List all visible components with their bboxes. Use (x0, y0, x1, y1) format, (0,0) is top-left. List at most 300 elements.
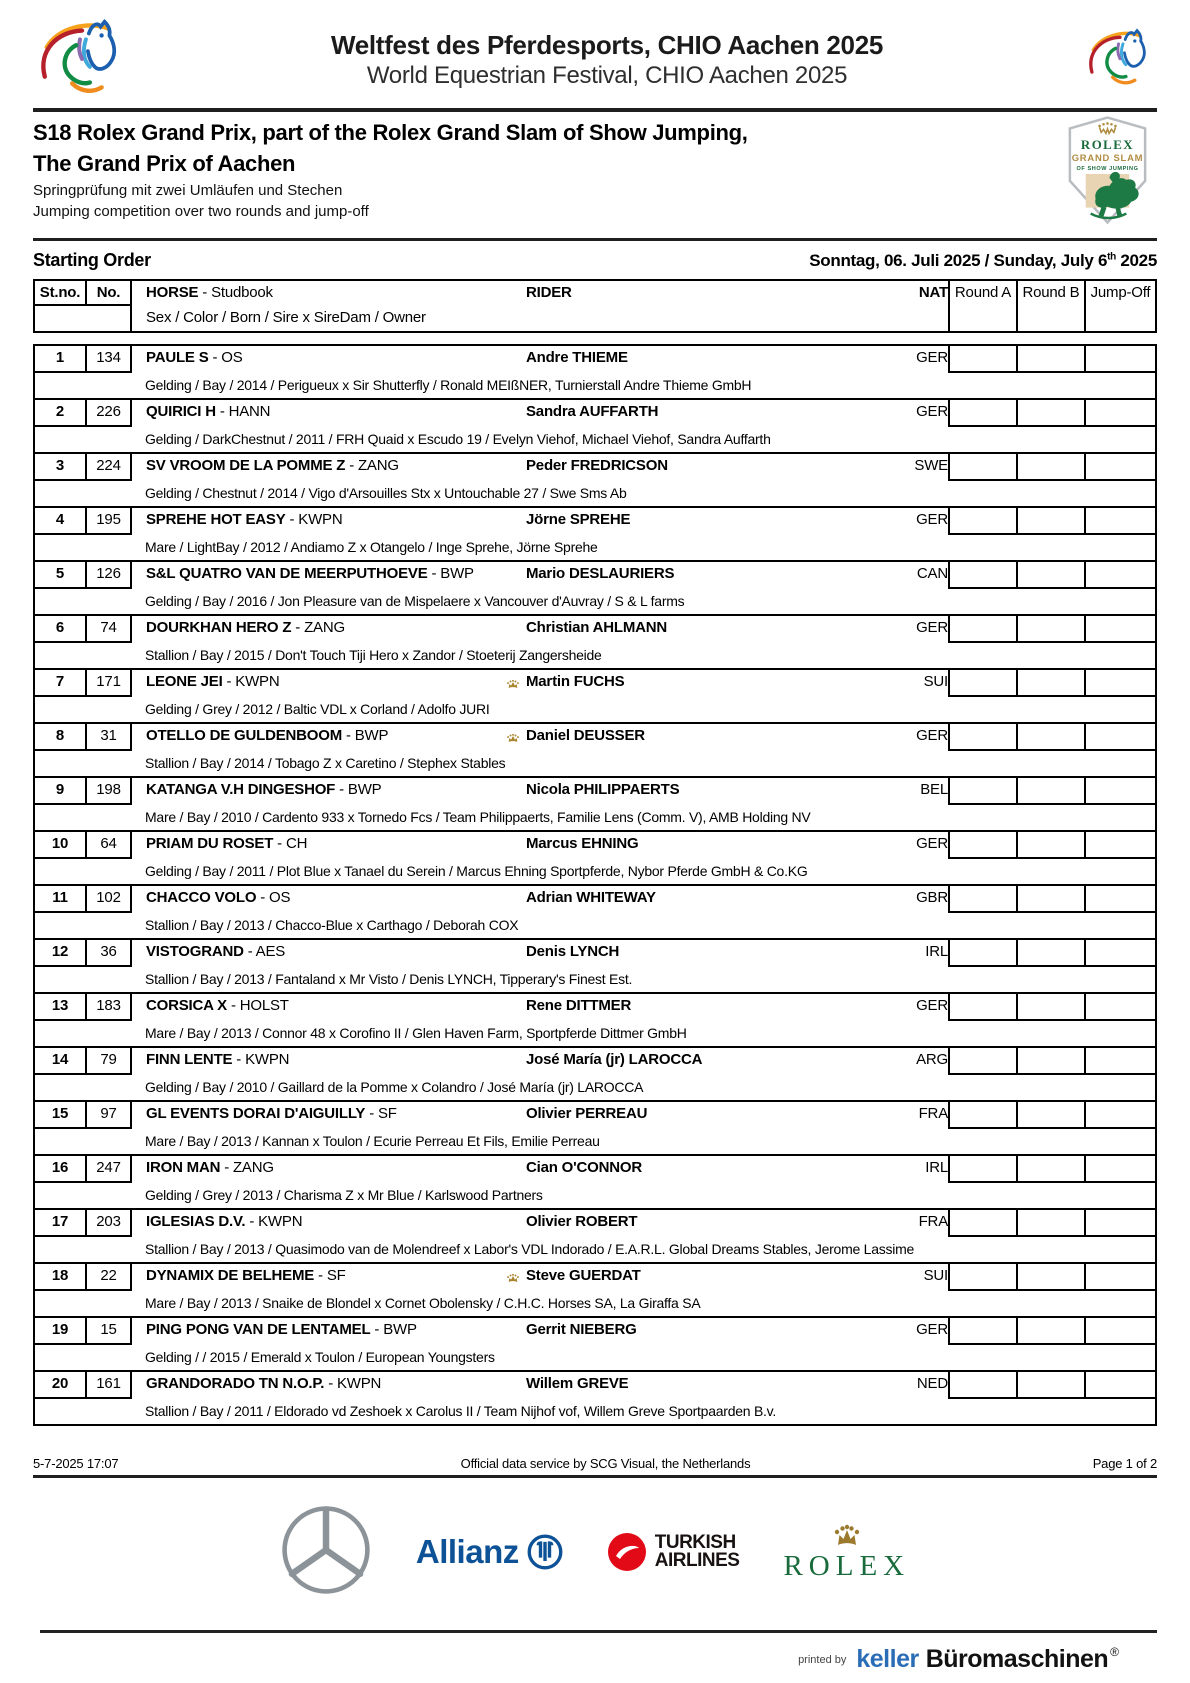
start-number: 2 (35, 400, 87, 427)
nationality: FRA (918, 1213, 948, 1230)
section-title: Starting Order (33, 250, 151, 270)
table-row (33, 452, 1157, 506)
horse-name: GRANDORADO TN N.O.P. - KWPN (146, 1375, 382, 1392)
horse-rider-cell (132, 670, 950, 697)
round-a-cell (950, 346, 1018, 373)
horse-details: Stallion / Bay / 2013 / Chacco-Blue x Carthago / Deborah COX (145, 917, 519, 933)
rider-name: Peder FREDRICSON (526, 457, 668, 474)
horse-rider-cell (132, 400, 950, 427)
start-number: 11 (35, 886, 87, 913)
horse-details: Mare / LightBay / 2012 / Andiamo Z x Otangelo / Inge Sprehe, Jörne Sprehe (145, 539, 598, 555)
round-b-cell (1018, 1156, 1086, 1183)
col-header-jump-off: Jump-Off (1090, 284, 1151, 301)
nationality: GER (916, 1321, 948, 1338)
horse-number: 74 (87, 616, 132, 643)
table-row (33, 560, 1157, 614)
round-a-cell (950, 778, 1018, 805)
rolex-crown-icon (500, 508, 526, 535)
chio-aachen-logo-right (1083, 23, 1157, 98)
event-date-ordinal: th (1107, 251, 1116, 263)
horse-rider-cell (132, 940, 950, 967)
rolex-crown-icon (500, 940, 526, 967)
studbook: HOLST (239, 997, 289, 1014)
jump-off-cell (1086, 832, 1155, 859)
horse-number: 97 (87, 1102, 132, 1129)
nationality: IRL (925, 943, 948, 960)
horse-details: Gelding / DarkChestnut / 2011 / FRH Quaid x Escudo 19 / Evelyn Viehof, Michael Viehof, Sandra Auffarth (145, 431, 771, 447)
studbook: KWPN (336, 1375, 382, 1392)
horse-name: FINN LENTE - KWPN (146, 1051, 290, 1068)
table-row (33, 992, 1157, 1046)
jump-off-cell (1086, 1210, 1155, 1237)
horse-number: 161 (87, 1372, 132, 1399)
table-row (33, 1370, 1157, 1424)
sponsor-logos (33, 1500, 1157, 1604)
event-date-main: Sonntag, 06. Juli 2025 / Sunday, July 6 (809, 251, 1108, 270)
horse-details: Gelding / / 2015 / Emerald x Toulon / European Youngsters (145, 1349, 495, 1365)
jump-off-cell (1086, 346, 1155, 373)
section-header (33, 250, 1157, 271)
rolex-crown-icon (500, 670, 526, 697)
horse-name: IGLESIAS D.V. - KWPN (146, 1213, 303, 1230)
horse-details: Gelding / Bay / 2016 / Jon Pleasure van de Mispelaere x Vancouver d'Auvray / S & L farms (145, 593, 685, 609)
horse-rider-cell (132, 832, 950, 859)
start-number: 18 (35, 1264, 87, 1291)
horse-rider-cell (132, 886, 950, 913)
horse-rider-cell (132, 1264, 950, 1291)
printed-by-label: printed by (798, 1653, 847, 1666)
horse-details: Stallion / Bay / 2013 / Fantaland x Mr Visto / Denis LYNCH, Tipperary's Finest Est. (145, 971, 633, 987)
horse-number: 183 (87, 994, 132, 1021)
col-header-no: No. (87, 281, 132, 306)
nationality: GER (916, 619, 948, 636)
studbook: KWPN (235, 673, 280, 690)
jump-off-cell (1086, 508, 1155, 535)
table-row (33, 1046, 1157, 1100)
nationality: GBR (916, 889, 948, 906)
data-service-credit: Official data service by SCG Visual, the Netherlands (460, 1456, 751, 1471)
col-header-round-a: Round A (950, 281, 1018, 306)
rolex-crown-icon (500, 1318, 526, 1345)
nationality: GER (916, 835, 948, 852)
event-title-german: Weltfest des Pferdesports, CHIO Aachen 2025 (330, 30, 884, 61)
jump-off-cell (1086, 1048, 1155, 1075)
col-header-jump-off-spacer (1086, 306, 1155, 331)
rolex-crown-icon (500, 454, 526, 481)
start-number: 15 (35, 1102, 87, 1129)
event-date (809, 251, 1157, 271)
rolex-crown-icon (500, 346, 526, 373)
jump-off-cell (1086, 400, 1155, 427)
studbook: OS (269, 889, 291, 906)
round-a-cell (950, 1318, 1018, 1345)
horse-name: CORSICA X - HOLST (146, 997, 289, 1014)
starting-order-table (33, 279, 1157, 1426)
competition-subtitle-german: Springprüfung mit zwei Umläufen und Stechen (33, 181, 343, 199)
badge-rolex-text: ROLEX (1080, 138, 1135, 153)
horse-number: 224 (87, 454, 132, 481)
competition-title-line2: The Grand Prix of Aachen (33, 150, 296, 176)
round-b-cell (1018, 886, 1086, 913)
rider-name: Marcus EHNING (526, 835, 639, 852)
col-header-round-a-spacer (950, 306, 1018, 331)
jump-off-cell (1086, 454, 1155, 481)
table-row (33, 1316, 1157, 1370)
start-number: 20 (35, 1372, 87, 1399)
studbook: ZANG (357, 457, 399, 474)
studbook: BWP (354, 727, 389, 744)
col-header-rider: RIDER (526, 284, 572, 301)
round-a-cell (950, 1102, 1018, 1129)
rider-name: Olivier ROBERT (526, 1213, 638, 1230)
horse-rider-cell (132, 616, 950, 643)
round-b-cell (1018, 400, 1086, 427)
round-a-cell (950, 940, 1018, 967)
horse-name: DYNAMIX DE BELHEME - SF (146, 1267, 346, 1284)
table-row (33, 722, 1157, 776)
nationality: GER (916, 349, 948, 366)
table-row (33, 614, 1157, 668)
horse-rider-cell (132, 1048, 950, 1075)
title-divider (33, 238, 1157, 241)
nationality: IRL (925, 1159, 948, 1176)
nationality: BEL (920, 781, 948, 798)
footer-divider (33, 1475, 1157, 1478)
rolex-crown-icon (500, 400, 526, 427)
studbook: HANN (228, 403, 271, 420)
round-b-cell (1018, 454, 1086, 481)
round-a-cell (950, 616, 1018, 643)
studbook: ZANG (232, 1159, 274, 1176)
page-header (33, 16, 1157, 104)
round-b-cell (1018, 1264, 1086, 1291)
rolex-crown-icon (500, 994, 526, 1021)
bottom-divider (40, 1630, 1157, 1633)
badge-of-show-jumping-text: OF SHOW JUMPING (1076, 166, 1139, 172)
horse-name: QUIRICI H - HANN (146, 403, 271, 420)
table-row (33, 938, 1157, 992)
col-header-round-b-spacer (1018, 306, 1086, 331)
horse-name: PAULE S - OS (146, 349, 243, 366)
keller-wordmark: keller (856, 1645, 919, 1673)
horse-rider-cell (132, 454, 950, 481)
start-number: 4 (35, 508, 87, 535)
studbook: SF (326, 1267, 346, 1284)
nationality: GER (916, 511, 948, 528)
round-b-cell (1018, 508, 1086, 535)
round-b-cell (1018, 1318, 1086, 1345)
horse-rider-cell (132, 724, 950, 751)
horse-details: Mare / Bay / 2013 / Connor 48 x Corofino II / Glen Haven Farm, Sportpferde Dittmer GmbH (145, 1025, 687, 1041)
round-b-cell (1018, 1048, 1086, 1075)
start-number: 3 (35, 454, 87, 481)
event-date-year: 2025 (1115, 251, 1157, 270)
turkish-airlines-logo (607, 1532, 740, 1572)
horse-number: 64 (87, 832, 132, 859)
round-a-cell (950, 508, 1018, 535)
jump-off-cell (1086, 724, 1155, 751)
horse-number: 15 (87, 1318, 132, 1345)
rider-name: Willem GREVE (526, 1375, 629, 1392)
horse-number: 195 (87, 508, 132, 535)
horse-number: 203 (87, 1210, 132, 1237)
studbook: ZANG (304, 619, 345, 636)
starting-order-rows (33, 344, 1157, 1426)
horse-rider-cell (132, 1318, 950, 1345)
table-row (33, 830, 1157, 884)
round-a-cell (950, 1156, 1018, 1183)
start-number: 12 (35, 940, 87, 967)
bueromaschinen-wordmark: Büromaschinen (925, 1645, 1109, 1673)
round-a-cell (950, 724, 1018, 751)
horse-name: SV VROOM DE LA POMME Z - ZANG (146, 457, 399, 474)
start-number: 8 (35, 724, 87, 751)
start-number: 16 (35, 1156, 87, 1183)
jump-off-cell (1086, 1318, 1155, 1345)
chio-aachen-logo-left (33, 17, 131, 104)
jump-off-cell (1086, 1264, 1155, 1291)
horse-details: Mare / Bay / 2013 / Snaike de Blondel x Cornet Obolensky / C.H.C. Horses SA, La Giraffa SA (145, 1295, 701, 1311)
start-number: 9 (35, 778, 87, 805)
allianz-wordmark: Allianz (415, 1533, 519, 1570)
studbook: SF (377, 1105, 397, 1122)
round-b-cell (1018, 1210, 1086, 1237)
rolex-crown-icon (500, 724, 526, 751)
round-a-cell (950, 1048, 1018, 1075)
horse-number: 79 (87, 1048, 132, 1075)
studbook: CH (285, 835, 308, 852)
horse-number: 171 (87, 670, 132, 697)
turkish-word: TURKISH (654, 1531, 736, 1553)
competition-title-line1: S18 Rolex Grand Prix, part of the Rolex Grand Slam of Show Jumping, (33, 120, 748, 145)
allianz-eagle-icon (527, 1534, 563, 1570)
round-a-cell (950, 832, 1018, 859)
jump-off-cell (1086, 778, 1155, 805)
horse-rider-cell (132, 778, 950, 805)
studbook: KWPN (258, 1213, 303, 1230)
chio-horse-head-icon (1083, 23, 1157, 93)
rider-name: Adrian WHITEWAY (526, 889, 656, 906)
col-header-horse: HORSE - Studbook (146, 284, 273, 301)
rider-name: Christian AHLMANN (526, 619, 668, 636)
nationality: NED (916, 1375, 948, 1392)
start-number: 17 (35, 1210, 87, 1237)
rolex-crown-icon (500, 1102, 526, 1129)
horse-name: S&L QUATRO VAN DE MEERPUTHOEVE - BWP (146, 565, 474, 582)
start-number: 7 (35, 670, 87, 697)
col-header-details (132, 306, 950, 331)
horse-rider-cell (132, 994, 950, 1021)
rolex-crown-icon (500, 1372, 526, 1399)
rolex-crown-icon (500, 886, 526, 913)
rolex-crown-icon (500, 1156, 526, 1183)
airlines-word: AIRLINES (654, 1550, 740, 1571)
table-row (33, 1262, 1157, 1316)
turkish-airlines-wordmark (654, 1531, 740, 1571)
table-row (33, 344, 1157, 398)
mercedes-benz-logo (280, 1504, 372, 1601)
start-number: 13 (35, 994, 87, 1021)
round-b-cell (1018, 1372, 1086, 1399)
start-number: 10 (35, 832, 87, 859)
rider-name: Nicola PHILIPPAERTS (526, 781, 680, 798)
rider-name: Cian O'CONNOR (526, 1159, 642, 1176)
round-a-cell (950, 1264, 1018, 1291)
round-b-cell (1018, 940, 1086, 967)
rolex-crown-icon (500, 778, 526, 805)
nationality: GER (916, 403, 948, 420)
round-b-cell (1018, 994, 1086, 1021)
rolex-crown-icon (500, 1264, 526, 1291)
horse-name: LEONE JEI - KWPN (146, 673, 280, 690)
start-number: 19 (35, 1318, 87, 1345)
rolex-crown-icon (500, 1048, 526, 1075)
studbook: KWPN (298, 511, 343, 528)
jump-off-cell (1086, 994, 1155, 1021)
horse-details: Stallion / Bay / 2015 / Don't Touch Tiji Hero x Zandor / Stoeterij Zangersheide (145, 647, 602, 663)
rider-name: Martin FUCHS (526, 673, 625, 690)
table-row (33, 506, 1157, 560)
start-number: 6 (35, 616, 87, 643)
page-footer (33, 1456, 1157, 1471)
jump-off-cell (1086, 1102, 1155, 1129)
horse-rider-cell (132, 1210, 950, 1237)
table-row (33, 776, 1157, 830)
jump-off-cell (1086, 1372, 1155, 1399)
event-title-english: World Equestrian Festival, CHIO Aachen 2025 (366, 61, 848, 89)
horse-name: DOURKHAN HERO Z - ZANG (146, 619, 345, 636)
horse-rider-cell (132, 508, 950, 535)
round-a-cell (950, 994, 1018, 1021)
horse-rider-cell (132, 346, 950, 373)
rolex-grand-slam-badge (1058, 115, 1157, 225)
jump-off-cell (1086, 562, 1155, 589)
allianz-logo (416, 1533, 563, 1571)
horse-rider-cell (132, 1102, 950, 1129)
horse-number: 198 (87, 778, 132, 805)
round-b-cell (1018, 832, 1086, 859)
col-header-main (132, 281, 950, 306)
horse-number: 134 (87, 346, 132, 373)
rolex-crown-icon (500, 832, 526, 859)
jump-off-cell (1086, 940, 1155, 967)
jump-off-cell (1086, 616, 1155, 643)
horse-name: OTELLO DE GULDENBOOM - BWP (146, 727, 389, 744)
horse-name: SPREHE HOT EASY - KWPN (146, 511, 343, 528)
horse-rider-cell (132, 1372, 950, 1399)
rolex-crown-icon (500, 562, 526, 589)
round-b-cell (1018, 562, 1086, 589)
table-header (33, 279, 1157, 333)
round-b-cell (1018, 346, 1086, 373)
horse-rider-cell (132, 562, 950, 589)
mercedes-star-icon (280, 1504, 372, 1596)
round-a-cell (950, 1210, 1018, 1237)
nationality: CAN (916, 565, 948, 582)
rider-name: Steve GUERDAT (526, 1267, 641, 1284)
horse-details: Stallion / Bay / 2013 / Quasimodo van de Molendreef x Labor's VDL Indorado / E.A.R.L. Global Dreams Stables, Jerome Lassime (145, 1241, 915, 1257)
table-row (33, 1100, 1157, 1154)
registered-trademark-symbol: ® (1110, 1645, 1119, 1659)
horse-details: Mare / Bay / 2013 / Kannan x Toulon / Ecurie Perreau Et Fils, Emilie Perreau (145, 1133, 600, 1149)
rolex-crown-icon (500, 616, 526, 643)
rider-name: Mario DESLAURIERS (526, 565, 675, 582)
horse-name: PING PONG VAN DE LENTAMEL - BWP (146, 1321, 417, 1338)
rider-name: Denis LYNCH (526, 943, 620, 960)
rider-name: Olivier PERREAU (526, 1105, 648, 1122)
round-b-cell (1018, 670, 1086, 697)
nationality: SUI (923, 673, 948, 690)
page-number: Page 1 of 2 (1092, 1456, 1157, 1471)
horse-number: 31 (87, 724, 132, 751)
horse-name: CHACCO VOLO - OS (146, 889, 291, 906)
nationality: GER (916, 997, 948, 1014)
rolex-crown-icon (827, 1522, 867, 1548)
nationality: FRA (918, 1105, 948, 1122)
horse-name: IRON MAN - ZANG (146, 1159, 274, 1176)
chio-horse-head-icon (33, 17, 131, 99)
horse-details: Stallion / Bay / 2014 / Tobago Z x Caretino / Stephex Stables (145, 755, 506, 771)
col-header-details-label: Sex / Color / Born / Sire x SireDam / Owner (146, 309, 426, 326)
horse-name: PRIAM DU ROSET - CH (146, 835, 308, 852)
studbook: BWP (440, 565, 474, 582)
printed-by (33, 1645, 1157, 1674)
horse-name: GL EVENTS DORAI D'AIGUILLY - SF (146, 1105, 397, 1122)
rider-name: José María (jr) LAROCCA (526, 1051, 703, 1068)
horse-details: Gelding / Grey / 2013 / Charisma Z x Mr Blue / Karlswood Partners (145, 1187, 543, 1203)
round-b-cell (1018, 724, 1086, 751)
studbook: AES (255, 943, 286, 960)
nationality: SWE (914, 457, 948, 474)
jump-off-cell (1086, 1156, 1155, 1183)
start-number: 14 (35, 1048, 87, 1075)
start-number: 1 (35, 346, 87, 373)
horse-details: Gelding / Chestnut / 2014 / Vigo d'Arsouilles Stx x Untouchable 27 / Swe Sms Ab (145, 485, 627, 501)
badge-grand-slam-text: GRAND SLAM (1071, 152, 1144, 164)
round-b-cell (1018, 1102, 1086, 1129)
round-a-cell (950, 1372, 1018, 1399)
rider-name: Rene DITTMER (526, 997, 632, 1014)
rolex-logo (783, 1522, 910, 1583)
rider-name: Andre THIEME (526, 349, 628, 366)
col-header-stno: St.no. (35, 281, 87, 306)
studbook: OS (221, 349, 243, 366)
round-a-cell (950, 670, 1018, 697)
col-header-spacer (35, 306, 132, 331)
rider-name: Sandra AUFFARTH (526, 403, 659, 420)
start-number: 5 (35, 562, 87, 589)
round-b-cell (1018, 778, 1086, 805)
jump-off-cell (1086, 886, 1155, 913)
nationality: GER (916, 727, 948, 744)
col-header-nat: NAT (918, 284, 948, 301)
header-titles (131, 29, 1083, 90)
round-a-cell (950, 400, 1018, 427)
table-row (33, 668, 1157, 722)
rolex-wordmark: ROLEX (783, 1549, 911, 1582)
horse-number: 226 (87, 400, 132, 427)
horse-name: VISTOGRAND - AES (146, 943, 286, 960)
horse-details: Gelding / Bay / 2010 / Gaillard de la Pomme x Colandro / José María (jr) LAROCCA (145, 1079, 644, 1095)
nationality: SUI (923, 1267, 948, 1284)
horse-details: Gelding / Bay / 2011 / Plot Blue x Tanael du Serein / Marcus Ehning Sportpferde, Nybor Pferde GmbH & Co.KG (145, 863, 808, 879)
jump-off-cell (1086, 670, 1155, 697)
table-row (33, 1154, 1157, 1208)
table-row (33, 884, 1157, 938)
horse-details: Stallion / Bay / 2011 / Eldorado vd Zeshoek x Carolus II / Team Nijhof vof, Willem Greve Sportpaarden B.v. (145, 1403, 777, 1419)
horse-rider-cell (132, 1156, 950, 1183)
round-a-cell (950, 562, 1018, 589)
